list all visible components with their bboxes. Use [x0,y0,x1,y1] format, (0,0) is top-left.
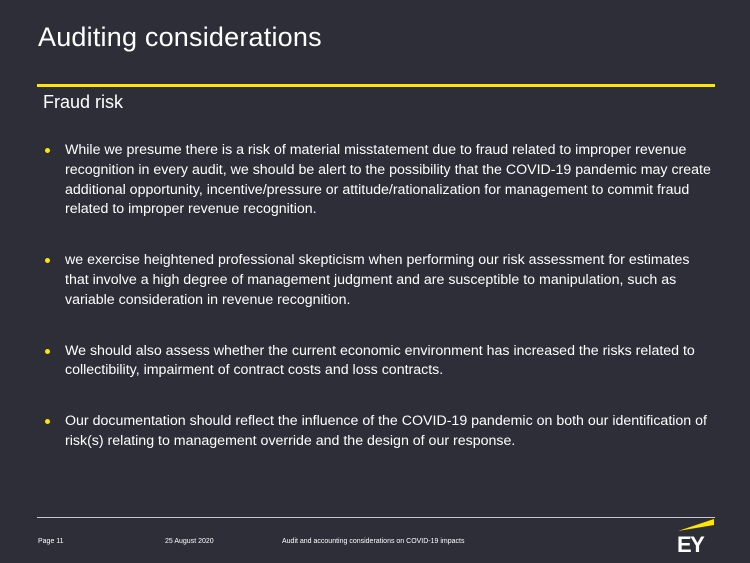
ey-logo-text: EY [677,532,704,555]
title-divider [37,84,715,87]
bullet-text: While we presume there is a risk of material misstatement due to fraud related to improper revenue recognition in every audit, we should be alert to the possibility that the COVID-19 pandemic may create additional opportunity, incentive/pressure or attitude/rationalization for management to commit fraud related to improper revenue recognition. [65,142,711,218]
bullet-list [43,141,711,452]
bullet-item [43,342,711,382]
footer-page-number: Page 11 [38,538,64,545]
bullet-text: We should also assess whether the current economic environment has increased the risks related to collectibility, impairment of contract costs and loss contracts. [65,342,695,379]
bullet-text: we exercise heightened professional skepticism when performing our risk assessment for estimates that involve a high degree of management judgment and are susceptible to manipulation, such as variable consideration in revenue recognition. [65,252,690,308]
footer-document-title: Audit and accounting considerations on COVID-19 impacts [282,538,465,545]
bullet-item [43,412,711,452]
slide-subtitle: Fraud risk [43,92,124,112]
footer-divider [37,517,715,518]
bullet-dot-icon [45,148,50,153]
footer-date: 25 August 2020 [165,538,214,545]
bullet-dot-icon [45,258,50,263]
ey-logo-icon [677,517,715,555]
bullet-text: Our documentation should reflect the influence of the COVID-19 pandemic on both our identification of risk(s) relating to management override and the design of our response. [65,413,707,449]
bullet-dot-icon [45,349,50,354]
bullet-dot-icon [45,419,50,424]
bullet-item [43,251,711,310]
bullet-item [43,141,711,220]
slide-title: Auditing considerations [38,22,322,52]
ey-logo-beam [678,519,714,531]
